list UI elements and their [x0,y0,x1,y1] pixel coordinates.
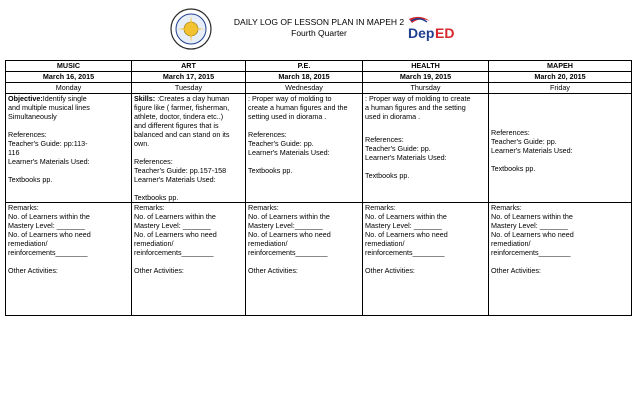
mastery-line: No. of Learners within the [365,212,447,221]
objective-line: used in diorama . [365,112,421,121]
remarks-cell [6,203,132,316]
remediation-line: No. of Learners who need [491,230,574,239]
mastery-line: Mastery Level: _______ [8,221,85,230]
remediation-line: No. of Learners who need [365,230,448,239]
svg-text:ED: ED [435,25,455,41]
learners-materials-line: Learner's Materials Used: [248,148,330,157]
date-cell: March 18, 2015 [246,72,363,83]
subject-header: ART [132,61,246,72]
references-label: References: [134,157,173,166]
remediation-line: No. of Learners who need [8,230,91,239]
mastery-line: Mastery Level:_______ [248,221,323,230]
remediation-line: remediation/ [134,239,174,248]
mastery-line: No. of Learners within the [134,212,216,221]
date-cell: March 16, 2015 [6,72,132,83]
date-cell: March 19, 2015 [363,72,489,83]
learners-materials-line: Learner's Materials Used: [491,146,573,155]
learners-materials-line: Learner's Materials Used: [8,157,90,166]
skills-label: Skills: [134,94,156,103]
skills-line: own. [134,139,150,148]
objective-label: Objective: [8,94,43,103]
objective-line: create a human figures and the [248,103,348,112]
deped-logo-icon [406,13,462,47]
subject-header: MUSIC [6,61,132,72]
mastery-line: No. of Learners within the [491,212,573,221]
mastery-line: Mastery Level: _______ [491,221,568,230]
teachers-guide-line: Teacher's Guide: pp. [248,139,314,148]
pe-objective-cell [246,94,363,203]
remarks-row [6,203,632,316]
remediation-line: reinforcements________ [365,248,445,257]
remediation-line: reinforcements________ [248,248,328,257]
title-block [0,17,638,39]
textbooks-line: Textbooks pp. [248,166,293,175]
remarks-label: Remarks: [8,203,39,212]
quarter-label: Fourth Quarter [291,28,347,38]
objective-text: Identify single [42,94,87,103]
subject-header: MAPEH [489,61,632,72]
objective-line: Simultaneously [8,112,57,121]
textbooks-line: Textbooks pp. [491,164,536,173]
skills-text: :Creates a clay human [157,94,230,103]
music-objective-cell [6,94,132,203]
teachers-guide-line: Teacher's Guide: pp.157-158 [134,166,227,175]
subject-header: P.E. [246,61,363,72]
teachers-guide-line: Teacher's Guide: pp. [491,137,557,146]
mastery-line: No. of Learners within the [248,212,330,221]
objective-line: and multiple musical lines [8,103,90,112]
skills-line: balanced and can stand on its [134,130,230,139]
textbooks-line: Textbooks pp. [134,193,179,202]
mastery-line: No. of Learners within the [8,212,90,221]
remarks-cell [246,203,363,316]
other-activities-label: Other Activities: [248,266,298,275]
remediation-line: remediation/ [8,239,48,248]
subject-header: HEALTH [363,61,489,72]
lesson-log-table [5,60,632,316]
teachers-guide-line: Teacher's Guide: pp:113- [8,139,88,148]
objective-line: : Proper way of molding to [248,94,332,103]
skills-line: athlete, doctor, tindera etc..) [134,112,224,121]
mapeh-objective-cell [489,94,632,203]
remediation-line: reinforcements________ [134,248,214,257]
date-cell: March 17, 2015 [132,72,246,83]
objective-line: setting used in diorama . [248,112,327,121]
skills-line: and different figures that is [134,121,219,130]
day-cell: Tuesday [132,83,246,94]
art-objective-cell [132,94,246,203]
mastery-line: Mastery Level: _______ [134,221,211,230]
remediation-line: No. of Learners who need [248,230,331,239]
references-label: References: [8,130,47,139]
document-header [0,0,638,60]
remarks-label: Remarks: [134,203,165,212]
other-activities-label: Other Activities: [8,266,58,275]
remediation-line: reinforcements________ [8,248,88,257]
skills-line: figure like ( farmer, fisherman, [134,103,230,112]
remediation-line: remediation/ [491,239,531,248]
day-cell: Friday [489,83,632,94]
remediation-line: reinforcements________ [491,248,571,257]
date-cell: March 20, 2015 [489,72,632,83]
references-label: References: [365,135,404,144]
day-cell: Monday [6,83,132,94]
teachers-guide-line: Teacher's Guide: pp. [365,144,431,153]
day-row [6,83,632,94]
textbooks-line: Textbooks pp. [8,175,53,184]
day-cell: Thursday [363,83,489,94]
objective-line [8,94,129,103]
teachers-guide-line: 116 [8,148,20,157]
learners-materials-line: Learner's Materials Used: [365,153,447,162]
other-activities-label: Other Activities: [134,266,184,275]
objective-line: : Proper way of molding to create [365,94,471,103]
objective-line: a human figures and the setting [365,103,466,112]
remediation-line: remediation/ [365,239,405,248]
skills-line [134,94,243,103]
remediation-line: No. of Learners who need [134,230,217,239]
remarks-label: Remarks: [248,203,279,212]
svg-text:Dep: Dep [408,25,435,41]
remarks-cell [489,203,632,316]
other-activities-label: Other Activities: [365,266,415,275]
objectives-row [6,94,632,203]
date-row [6,72,632,83]
remarks-label: Remarks: [491,203,522,212]
subject-row [6,61,632,72]
page-title: DAILY LOG OF LESSON PLAN IN MAPEH 2 [233,17,405,27]
remediation-line: remediation/ [248,239,288,248]
mastery-line: Mastery Level: _______ [365,221,442,230]
remarks-cell [132,203,246,316]
references-label: References: [248,130,287,139]
textbooks-line: Textbooks pp. [365,171,410,180]
remarks-label: Remarks: [365,203,396,212]
learners-materials-line: Learner's Materials Used: [134,175,216,184]
other-activities-label: Other Activities: [491,266,541,275]
health-objective-cell [363,94,489,203]
references-label: References: [491,128,530,137]
remarks-cell [363,203,489,316]
day-cell: Wednesday [246,83,363,94]
